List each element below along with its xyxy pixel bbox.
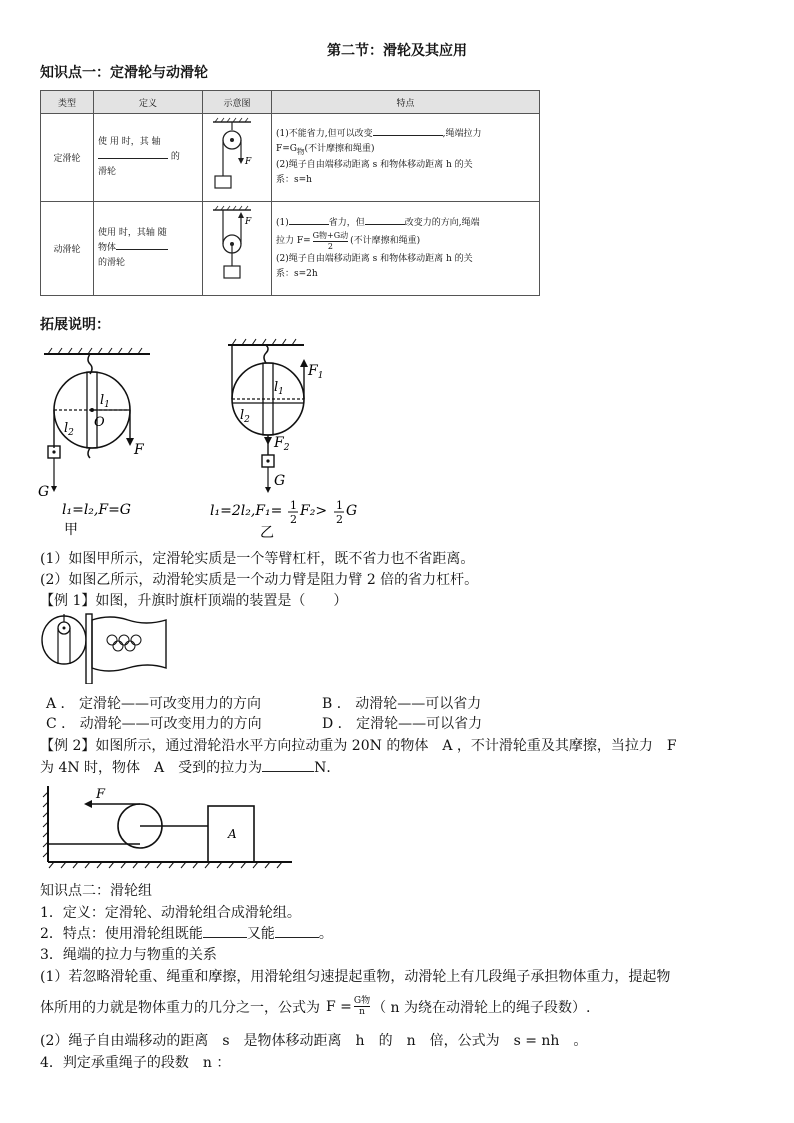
label-g: G [274,473,286,489]
half-num-1: 1 [290,499,297,512]
kp2-item-2 [40,923,333,943]
example-2-text: N． [314,760,341,776]
caption-yi: 乙 [260,525,274,541]
col-header-features: 特点 [272,91,540,114]
answer-blank[interactable] [289,224,329,225]
figure-jia [30,340,180,540]
label-f1: $F_1$ [308,363,324,381]
formula-text: F = [326,998,352,1015]
fraction-denominator: 2 [327,241,333,251]
caption-jia: 甲 [64,522,78,538]
features-fixed-pulley [272,114,540,202]
movable-pulley-diagram [207,204,263,290]
label-l1: $l_1$ [274,380,284,397]
col-header-definition: 定义 [94,91,203,114]
option-c[interactable]: C ． 动滑轮——可改变用力的方向 [46,716,262,732]
kp2-item-3-1: (1）若忽略滑轮重、绳重和摩擦，用滑轮组匀速提起重物，动滑轮上有几段绳子承担物体重力，提起物 [40,969,671,985]
feature-text: (不计摩擦和绳重) [304,143,375,154]
def-text: 的滑轮 [98,258,126,268]
kp2-heading: 知识点二：滑轮组 [40,883,152,899]
example-2-stem: 【例 2】如图所示，通过滑轮沿水平方向拉动重为 20N 的物体 A ，不计滑轮重及其摩擦，当拉力 F [40,738,677,754]
kp2-item-3-2: (2）绳子自由端移动的距离 s 是物体移动距离 h 的 n 倍，公式为 s = nh 。 [40,1033,588,1049]
feature-text: (不计摩擦和绳重) [350,235,421,246]
type-movable-pulley: 动滑轮 [41,202,94,296]
def-text: 使用 时，其轴 随 [98,228,167,238]
figure-yi [200,333,380,543]
def-movable-pulley [94,202,203,296]
note-1: (1）如图甲所示，定滑轮实质是一个等臂杠杆，既不省力也不省距离。 [40,551,475,567]
fraction-numerator: G物 [353,996,371,1006]
label-a: A [228,827,237,841]
formula-subscript: 物 [296,146,305,156]
feature-text: 系：s=2h [276,268,318,279]
diagram-movable-pulley [203,202,272,296]
kp2-text: 。 [318,926,333,942]
feature-text: 系：s=h [276,175,312,186]
answer-blank[interactable] [365,224,405,225]
def-fixed-pulley [94,114,203,202]
col-header-type: 类型 [41,91,94,114]
answer-blank[interactable] [116,249,168,250]
formula-text: 拉力 F= [276,235,311,246]
label-o: O [94,415,105,430]
label-f2: $F_2$ [274,435,290,453]
svg-text:F: F [245,217,252,227]
kp2-text: 2．特点：使用滑轮组既能 [40,926,203,942]
kp2-text: 体所用的力就是物体重力的几分之一，公式为 [40,999,320,1016]
type-fixed-pulley: 定滑轮 [41,114,94,202]
label-f: F [96,787,106,802]
pulley-table [40,90,540,296]
kp2-item-3-1-cont [40,996,590,1017]
kp2-text: 又能 [246,926,275,942]
example-2-line2 [40,757,340,777]
kp2-item-4: 4．判定承重绳子的段数 n ： [40,1055,231,1071]
def-text: 滑轮 [98,167,117,177]
feature-text: (1) [276,217,289,228]
def-text: 物体 [98,243,117,253]
def-text: 的 [170,152,180,162]
features-movable-pulley [272,202,540,296]
horizontal-pulley-figure [40,782,300,870]
example-1-stem: 【例 1】如图，升旗时旗杆顶端的装置是（ ） [40,593,348,609]
formula-yi-c: G [346,503,358,519]
feature-text: (2)绳子自由端移动距离 s 和物体移动距离 h 的关 [276,253,473,264]
answer-blank[interactable] [203,937,247,938]
label-f: F [134,442,144,458]
feature-text: ,绳端拉力 [442,128,482,139]
kp2-item-1: 1．定义：定滑轮、动滑轮组合成滑轮组。 [40,905,301,921]
formula-yi-a: l₁=2l₂,F₁= [210,503,283,519]
half-den-1: 2 [290,513,297,526]
kp2-text: （ n 为绕在动滑轮上的绳子段数）. [372,999,591,1016]
feature-text: 改变力的方向,绳端 [404,217,480,228]
example-2-text: 为 4N 时，物体 A 受到的拉力为 [40,760,263,776]
half-num-2: 1 [336,499,343,512]
diagram-fixed-pulley [203,114,272,202]
answer-blank[interactable] [275,937,319,938]
answer-blank[interactable] [98,158,168,159]
page-title: 第二节：滑轮及其应用 [327,43,467,59]
svg-text:F: F [245,157,252,167]
label-l1: $l_1$ [100,393,110,410]
option-d[interactable]: D ． 定滑轮——可以省力 [322,716,483,732]
col-header-diagram: 示意图 [203,91,272,114]
kp1-heading: 知识点一：定滑轮与动滑轮 [40,65,208,81]
answer-blank[interactable] [262,771,314,772]
answer-blank[interactable] [373,135,443,136]
note-2: (2）如图乙所示，动滑轮实质是一个动力臂是阻力臂 2 倍的省力杠杆。 [40,572,479,588]
fraction-numerator: G物+G动 [312,230,349,240]
flag-figure [40,612,170,684]
formula-jia: l₁=l₂,F=G [62,502,131,518]
option-b[interactable]: B ． 动滑轮——可以省力 [322,696,482,712]
kp2-item-3: 3．绳端的拉力与物重的关系 [40,947,217,963]
formula-yi-b: F₂> [300,503,328,519]
fixed-pulley-diagram [207,116,263,196]
feature-text: (2)绳子自由端移动距离 s 和物体移动距离 h 的关 [276,160,473,171]
option-a[interactable]: A ． 定滑轮——可改变用力的方向 [46,696,262,712]
extension-heading: 拓展说明： [40,317,110,333]
feature-text: (1)不能省力,但可以改变 [276,128,373,139]
def-text: 使 用 时，其 轴 [98,137,161,147]
half-den-2: 2 [336,513,343,526]
formula-text: F=G [276,143,297,154]
label-g: G [38,484,50,500]
label-l2: $l_2$ [240,408,250,425]
fraction-denominator: n [359,1007,365,1017]
feature-text: 省力，但 [328,217,365,228]
label-l2: $l_2$ [64,421,74,438]
